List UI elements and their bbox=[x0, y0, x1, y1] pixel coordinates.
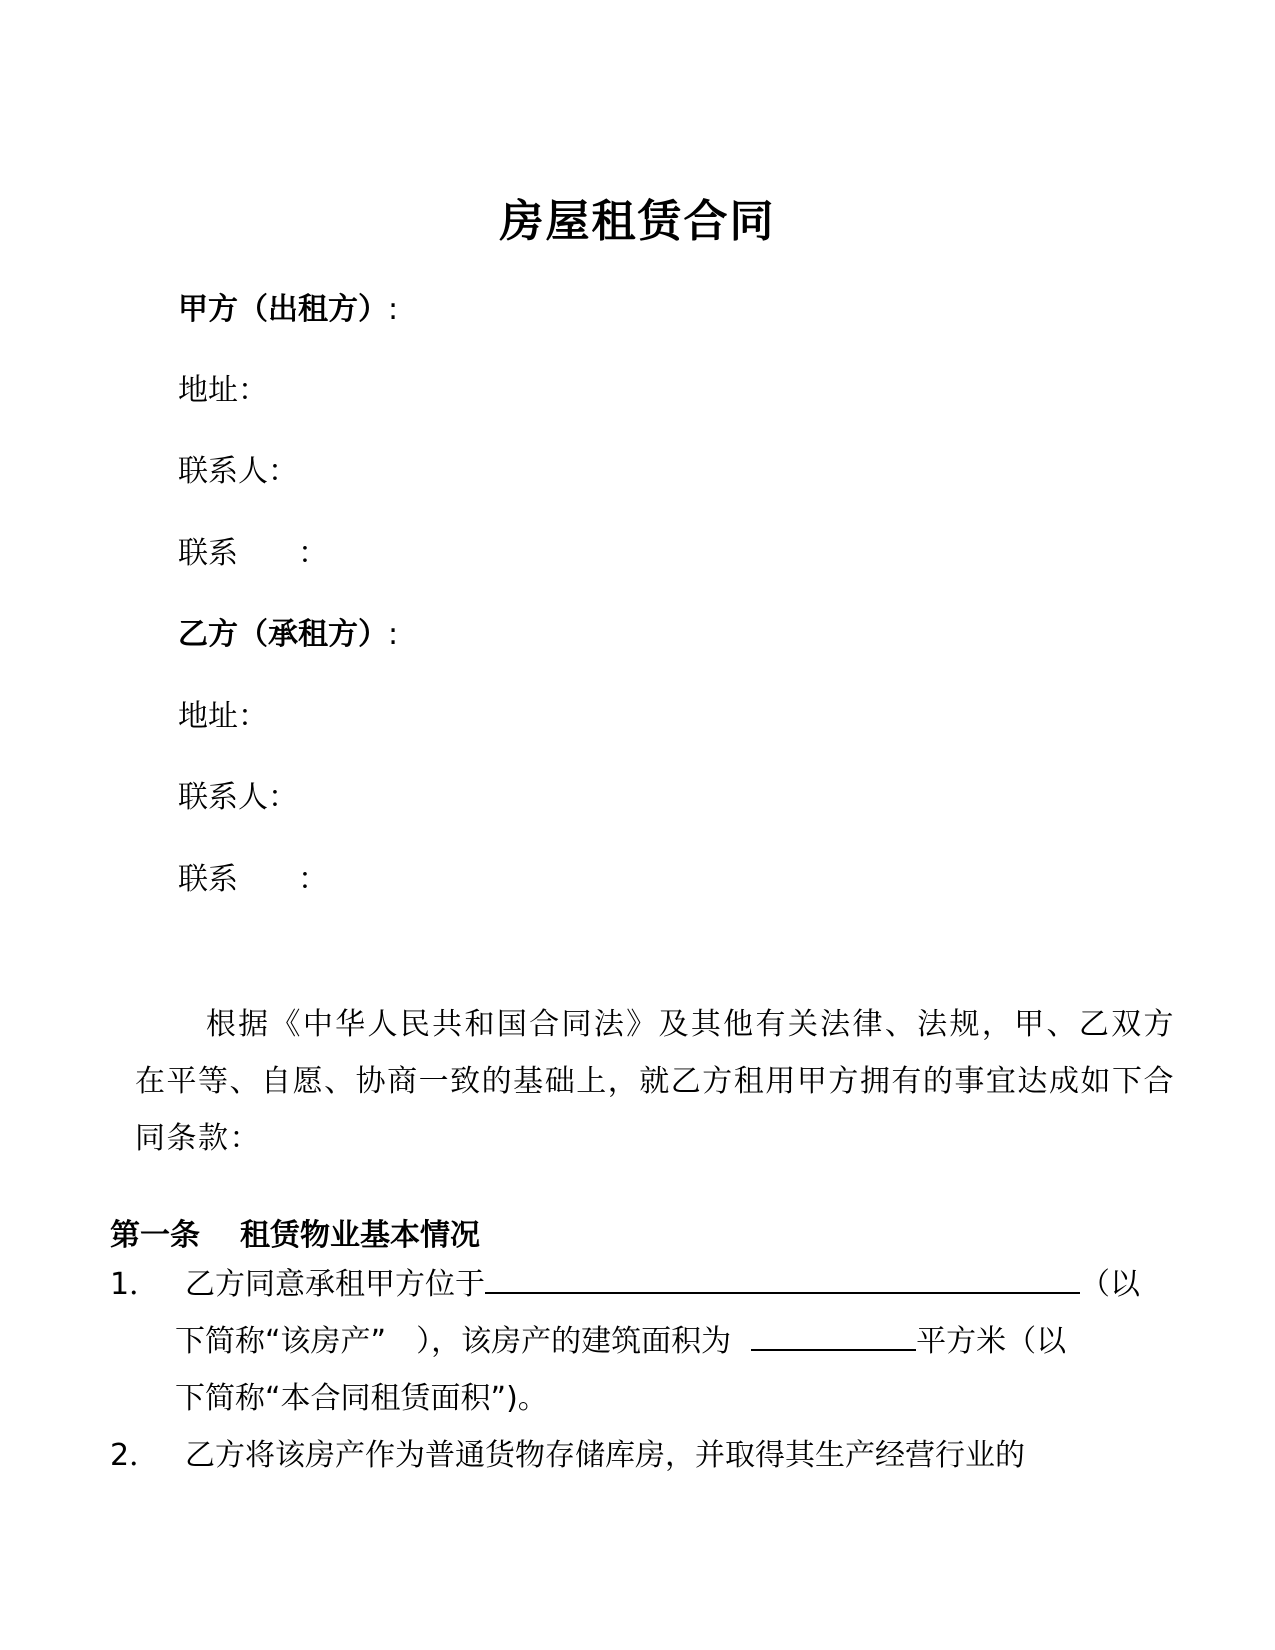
document-title: 房屋租赁合同 bbox=[499, 196, 776, 247]
party-a-phone-colon: ： bbox=[298, 536, 328, 571]
article-1-title: 租赁物业基本情况 bbox=[240, 1218, 480, 1253]
party-b-contact-label: 联系人： bbox=[178, 780, 298, 815]
item-1-text: 乙方同意承租甲方位于 bbox=[185, 1267, 485, 1302]
item-2-text: 乙方将该房产作为普通货物存储库房，并取得其生产经营行业的 bbox=[185, 1438, 1025, 1473]
preamble-text: 根据《中华人民共和国合同法》及其他有关法律、法规，甲、乙双方在平等、自愿、协商一致的基础上，就乙方租用甲方拥有的事宜达成如下合同条款： bbox=[135, 1007, 1175, 1156]
party-a-phone-line bbox=[178, 534, 328, 574]
preamble-paragraph bbox=[135, 996, 1175, 1167]
item-1-tail: （以 bbox=[1080, 1267, 1140, 1302]
item-1-line-3: 下简称“本合同租赁面积”)。 bbox=[175, 1381, 548, 1416]
party-b-address-label: 地址： bbox=[178, 699, 268, 734]
property-location-blank bbox=[485, 1266, 1080, 1294]
party-b-label: 乙方（承租方） bbox=[178, 617, 388, 652]
party-b-colon: : bbox=[388, 617, 399, 652]
party-a-address-label: 地址： bbox=[178, 373, 268, 408]
party-a-heading bbox=[178, 290, 398, 330]
item-2-number: 2． bbox=[110, 1438, 160, 1473]
party-b-phone-label: 联系 bbox=[178, 862, 238, 897]
item-1-line2-part2: ），该房产的建筑面积为 bbox=[416, 1324, 732, 1359]
article-1-number: 第一条 bbox=[110, 1218, 200, 1253]
article-1-heading bbox=[110, 1216, 480, 1256]
party-a-colon: : bbox=[388, 292, 399, 327]
item-1-line-1 bbox=[110, 1256, 1140, 1313]
item-1-line-2 bbox=[175, 1313, 1066, 1370]
item-1-number: 1． bbox=[110, 1267, 160, 1302]
party-a-phone-label: 联系 bbox=[178, 536, 238, 571]
party-a-contact-label: 联系人： bbox=[178, 454, 298, 489]
item-1-line2-part1: 下简称“该房产” bbox=[175, 1324, 387, 1359]
party-b-phone-line bbox=[178, 860, 328, 900]
item-2-line-1 bbox=[110, 1427, 1025, 1484]
item-1-area-unit: 平方米（以 bbox=[916, 1324, 1067, 1359]
party-a-label: 甲方（出租方） bbox=[178, 292, 388, 327]
party-b-phone-colon: ： bbox=[298, 862, 328, 897]
floor-area-blank bbox=[751, 1323, 916, 1351]
party-b-heading bbox=[178, 615, 398, 655]
